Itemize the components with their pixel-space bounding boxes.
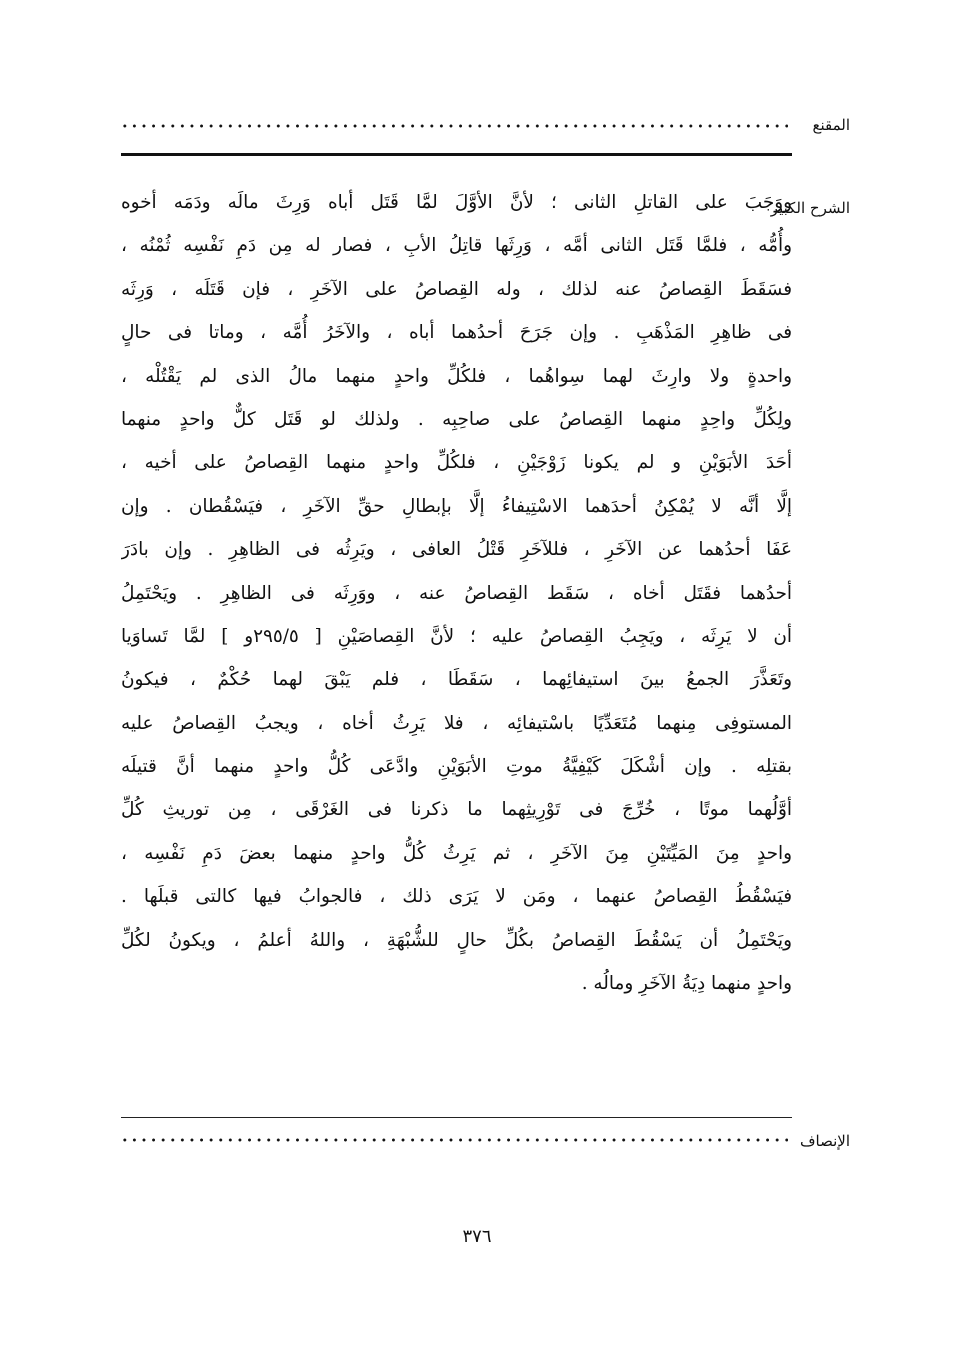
insaf-dotted-placeholder: [120, 1135, 788, 1145]
body-line: وتَعَذَّرَ الجمعُ بينَ استيفائِهما ، سَقَطَا ، فلم يَبْقَ لهما حُكْمٌ ، فيكونُ: [121, 669, 792, 691]
body-line: أن لا يَرِثَه ، ويَجِبُ القِصاصُ عليه ؛ لأنَّ القِصاصَيْنِ [ ٢٩٥/٥و ] لمَّا تَساوَيا: [121, 625, 792, 647]
body-line: وأُمُّه ، فلمَّا قَتَل الثانى أمَّه ، وَرِثَها قاتِلُ الأبِ ، فصار له مِن دَمِ نَفْسِه ثُمْنُه ،: [121, 235, 792, 257]
body-line: المستوفِى مِنهما مُتَعَدِّيًا باسْتيفائِه ، فلا يَرِثُ أخاه ، ويجبُ القِصاصُ عليه: [121, 712, 792, 734]
body-line: ويَحْتَمِلُ أن يَسْقُطَ القِصاصُ بكُلِّ حالٍ للشُّبْهَةِ ، واللهُ أعلمُ ، ويكونُ لكُلِّ: [121, 929, 792, 951]
body-line: فى ظاهِرِ المَذْهَبِ . وإن جَرَحَ أحدُهما أباه ، والآخَرُ أُمَّه ، وماتا فى حالٍ: [121, 322, 792, 344]
insaf-separator-rule: [121, 1117, 792, 1118]
body-line: عَفَا أحدُهما عن الآخَرِ ، فللآخَرِ قَتْلُ العافى ، ويَرِثُه فى الظاهِرِ . وإن بادَرَ: [121, 539, 792, 561]
body-line: بقتلِه . وإن أشْكَلَ كَيْفِيَّةُ موتِ الأبَوَيْنِ وادَّعَى كُلُّ واحدٍ منهما أنَّ قتيلَه: [121, 756, 792, 778]
body-line: ولِكُلِّ واحِدٍ منهما القِصاصُ على صاحِبِه . ولذلك لو قَتَل كلٌّ واحدٍ منهما: [121, 408, 792, 430]
body-line: أوَّلُهما موتًا ، خُرِّجَ فى تَوْرِيثِهما ما ذكرنا فى الغَرْقَى ، مِن توريثِ كُلِّ: [121, 799, 792, 821]
body-line: أحَدَ الأبَوَيْنِ و لم يكونا زَوْجَيْنِ ، فلكُلِّ واحدٍ منهما القِصاصُ على أخيه ،: [121, 452, 792, 474]
matn-section-label: المقنع: [812, 116, 850, 134]
body-line: واحدٍ منهما دِيَةُ الآخَرِ ومالُه .: [581, 973, 792, 995]
body-line: أحدُهما فقَتَل أخاه ، سَقَط القِصاصُ عنه ، ووَرِثَه فى الظاهِرِ . ويَحْتَمِلُ: [121, 582, 792, 604]
body-line: فيَسْقُطُ القِصاصُ عنهما ، ومَن لا يَرَى ذلك ، فالجوابُ فيها كالتى قبلَها .: [121, 886, 792, 908]
matn-dotted-placeholder: [120, 121, 788, 131]
insaf-section-label: الإنصاف: [799, 1132, 850, 1150]
sharh-body-text: [121, 181, 792, 1005]
body-line: ووَجَبَ على القاتلِ الثانى ؛ لأنَّ الأوَّلَ لمَّا قَتَل أباه وَرِثَ مالَه ودَمَه أخوه: [121, 192, 792, 213]
body-line: فسَقَطَ القِصاصُ عنه لذلك ، وله القِصاصُ على الآخَرِ ، فإن قَتَلَه ، وَرِثَه: [121, 278, 792, 300]
body-line: إلَّا أنَّه لا يُمْكِنُ أحدَهما الاسْتِيفاءُ إلَّا بإبطالِ حقِّ الآخَرِ ، فيَسْقُطان . وإن: [121, 495, 792, 517]
body-line: واحدةٍ ولا وارِثَ لهما سِواهُما ، فلكُلِّ واحدٍ منهما مالُ الذى لم يَقْتُلْه ،: [121, 365, 792, 387]
sharh-section-label: الشرح الكبير: [770, 199, 850, 217]
body-line: واحدٍ مِنَ المَيِّتَيْنِ مِنَ الآخَرِ ، ثم يَرِثُ كُلُّ واحدٍ منهما بعضَ دَمِ نَفْسِه ،: [121, 842, 792, 864]
page-number: ٣٧٦: [462, 1226, 492, 1247]
header-rule: [121, 153, 792, 156]
